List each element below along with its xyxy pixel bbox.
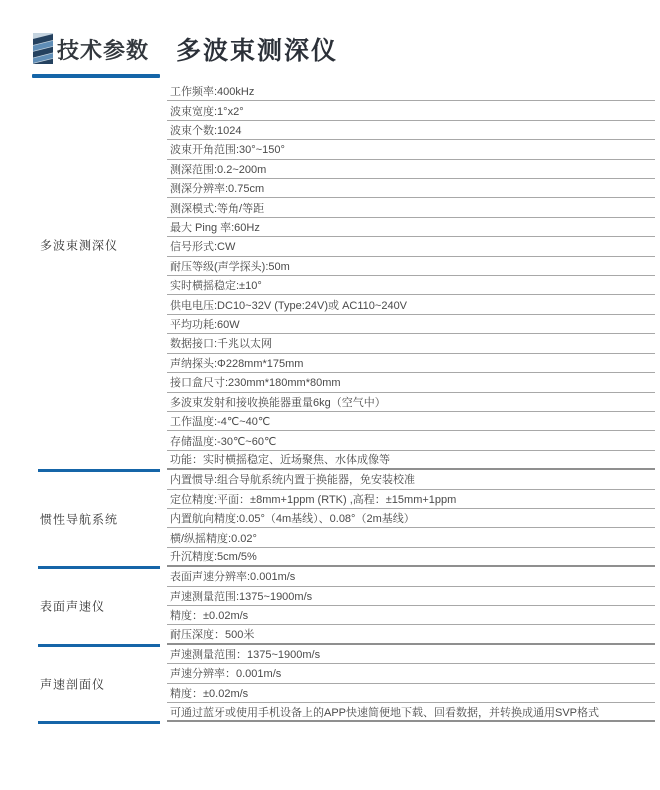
spec-row: 波束个数:1024: [167, 121, 655, 140]
spec-row: 横/纵摇精度:0.02°: [167, 528, 655, 547]
spec-section: [0, 645, 655, 723]
spec-row: 数据接口:千兆以太网: [167, 334, 655, 353]
category-cell: [0, 567, 167, 645]
spec-row: 声速分辨率：0.001m/s: [167, 664, 655, 683]
spec-row: 耐压深度：500米: [167, 625, 655, 644]
spec-row: 内置航向精度:0.05°（4m基线）、0.08°（2m基线）: [167, 509, 655, 528]
category-label: 表面声速仪: [40, 599, 106, 614]
spec-row: 精度：±0.02m/s: [167, 684, 655, 703]
category-label: 惯性导航系统: [40, 512, 119, 527]
spec-row: 测深范围:0.2~200m: [167, 160, 655, 179]
spec-row: 存储温度:-30℃~60℃: [167, 431, 655, 450]
spec-rows: [167, 645, 655, 723]
spec-row: 表面声速分辨率:0.001m/s: [167, 567, 655, 586]
spec-row: 工作温度:-4℃~40℃: [167, 412, 655, 431]
spec-rows: [167, 567, 655, 645]
spec-row: 可通过蓝牙或使用手机设备上的APP快速简便地下载、回看数据，并转换成通用SVP格式: [167, 703, 655, 722]
spec-row: 信号形式:CW: [167, 237, 655, 256]
category-cell: [0, 470, 167, 567]
spec-row: 声速测量范围:1375~1900m/s: [167, 587, 655, 606]
spec-row: 精度：±0.02m/s: [167, 606, 655, 625]
spec-row: 实时横摇稳定:±10°: [167, 276, 655, 295]
spec-row: 声纳探头:Φ228mm*175mm: [167, 354, 655, 373]
spec-row: 测深分辨率:0.75cm: [167, 179, 655, 198]
heading-underline: [32, 74, 160, 78]
spec-row: 波束开角范围:30°~150°: [167, 140, 655, 159]
spec-rows: [167, 82, 655, 470]
category-label: 声速剖面仪: [40, 677, 106, 692]
spec-section: [0, 470, 655, 567]
spec-section: [0, 567, 655, 645]
spec-row: 最大 Ping 率:60Hz: [167, 218, 655, 237]
category-label: 多波束测深仪: [40, 238, 119, 253]
category-cell: [0, 645, 167, 723]
section-heading: 技术参数: [57, 38, 150, 63]
waves-logo-icon: [33, 33, 53, 64]
spec-row: 工作频率:400kHz: [167, 82, 655, 101]
spec-row: 功能：实时横摇稳定、近场聚焦、水体成像等: [167, 451, 655, 470]
spec-row: 多波束发射和接收换能器重量6kg（空气中）: [167, 393, 655, 412]
spec-section: [0, 82, 655, 470]
spec-row: 耐压等级(声学探头):50m: [167, 257, 655, 276]
page-title: 多波束测深仪: [176, 37, 339, 65]
spec-rows: [167, 470, 655, 567]
spec-row: 供电电压:DC10~32V (Type:24V)或 AC110~240V: [167, 295, 655, 314]
spec-row: 测深模式:等角/等距: [167, 198, 655, 217]
spec-row: 声速测量范围：1375~1900m/s: [167, 645, 655, 664]
spec-row: 波束宽度:1°x2°: [167, 101, 655, 120]
category-underline: [38, 721, 160, 724]
spec-row: 定位精度:平面：±8mm+1ppm (RTK) ,高程：±15mm+1ppm: [167, 490, 655, 509]
spec-row: 升沉精度:5cm/5%: [167, 548, 655, 567]
category-cell: [0, 82, 167, 470]
spec-row: 内置惯导:组合导航系统内置于换能器，免安装校准: [167, 470, 655, 489]
spec-table: [0, 82, 655, 722]
spec-row: 接口盒尺寸:230mm*180mm*80mm: [167, 373, 655, 392]
spec-row: 平均功耗:60W: [167, 315, 655, 334]
